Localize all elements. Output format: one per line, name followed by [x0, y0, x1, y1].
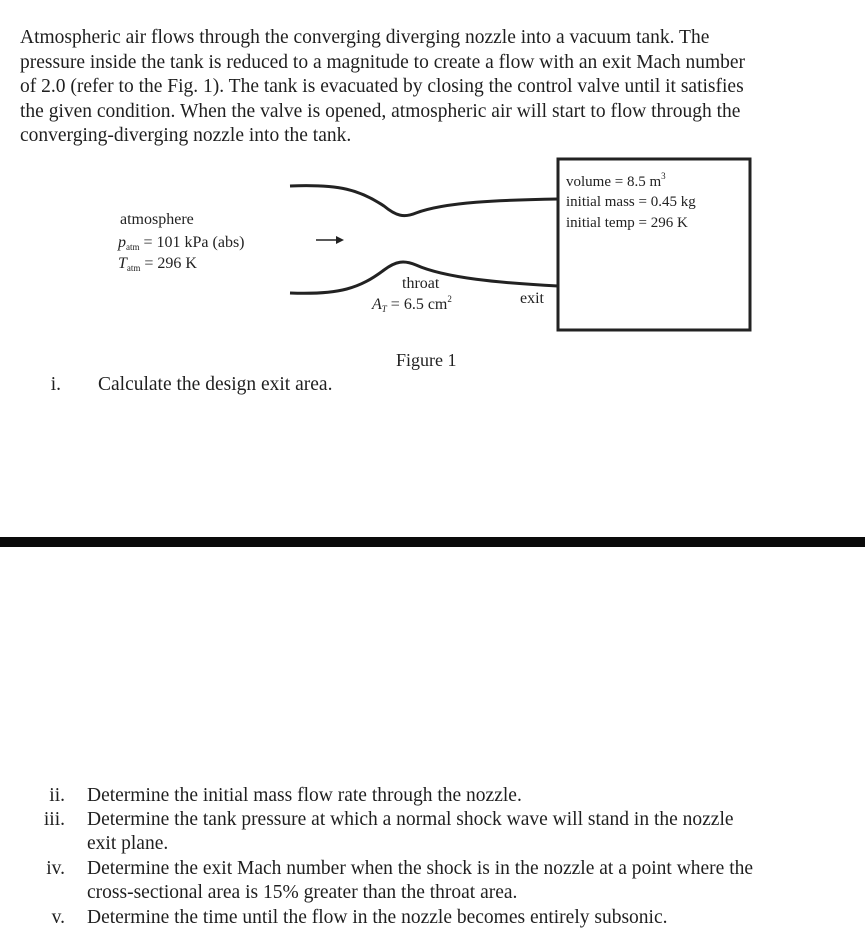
question-text: Determine the exit Mach number when the shock is in the nozzle at a point where the cross-sectional area is 15% greater than the throat area.: [87, 858, 754, 903]
question-number: ii.: [49, 785, 65, 806]
problem-line: pressure inside the tank is reduced to a magnitude to create a flow with an exit Mach number: [20, 51, 746, 73]
p-atm-label: patm = 101 kPa (abs): [118, 234, 245, 252]
question-number: i.: [50, 374, 61, 395]
nozzle-upper-wall: [290, 186, 558, 216]
tank-volume-label: volume = 8.5 $m^3$: [566, 171, 666, 190]
problem-line: Atmospheric air flows through the converging diverging nozzle into a vacuum tank. The: [20, 27, 710, 48]
flow-arrow: [316, 236, 344, 244]
question-text: Calculate the design exit area.: [98, 374, 333, 395]
question-text: Determine the initial mass flow rate through the nozzle.: [87, 785, 522, 806]
problem-line: the given condition. When the valve is opened, atmospheric air will start to flow through the: [20, 100, 741, 122]
question-text: Determine the time until the flow in the nozzle becomes entirely subsonic.: [87, 907, 668, 928]
question-number: iv.: [46, 858, 65, 879]
question-text: Determine the tank pressure at which a normal shock wave will stand in the nozzle exit plane.: [87, 809, 734, 854]
throat-area-label: AT = 6.5 $cm^2$: [372, 294, 452, 314]
question-number: v.: [51, 907, 65, 928]
figure-caption: Figure 1: [396, 350, 457, 370]
problem-line: of 2.0 (refer to the Fig. 1). The tank is evacuated by closing the control valve until it satisfies: [20, 76, 744, 97]
problem-line: converging-diverging nozzle into the tank.: [20, 125, 352, 146]
question-number: iii.: [43, 809, 65, 830]
exit-label: exit: [520, 290, 544, 307]
problem-statement: [20, 26, 845, 149]
divider-bar: [0, 537, 865, 547]
atmosphere-label: atmosphere: [120, 211, 194, 228]
throat-label: throat: [402, 275, 440, 292]
tank-mass-label: initial mass = 0.45 kg: [566, 194, 696, 210]
t-atm-label: Tatm = 296 K: [118, 255, 197, 273]
tank-temp-label: initial temp = 296 K: [566, 215, 688, 231]
nozzle-figure: [0, 150, 865, 385]
